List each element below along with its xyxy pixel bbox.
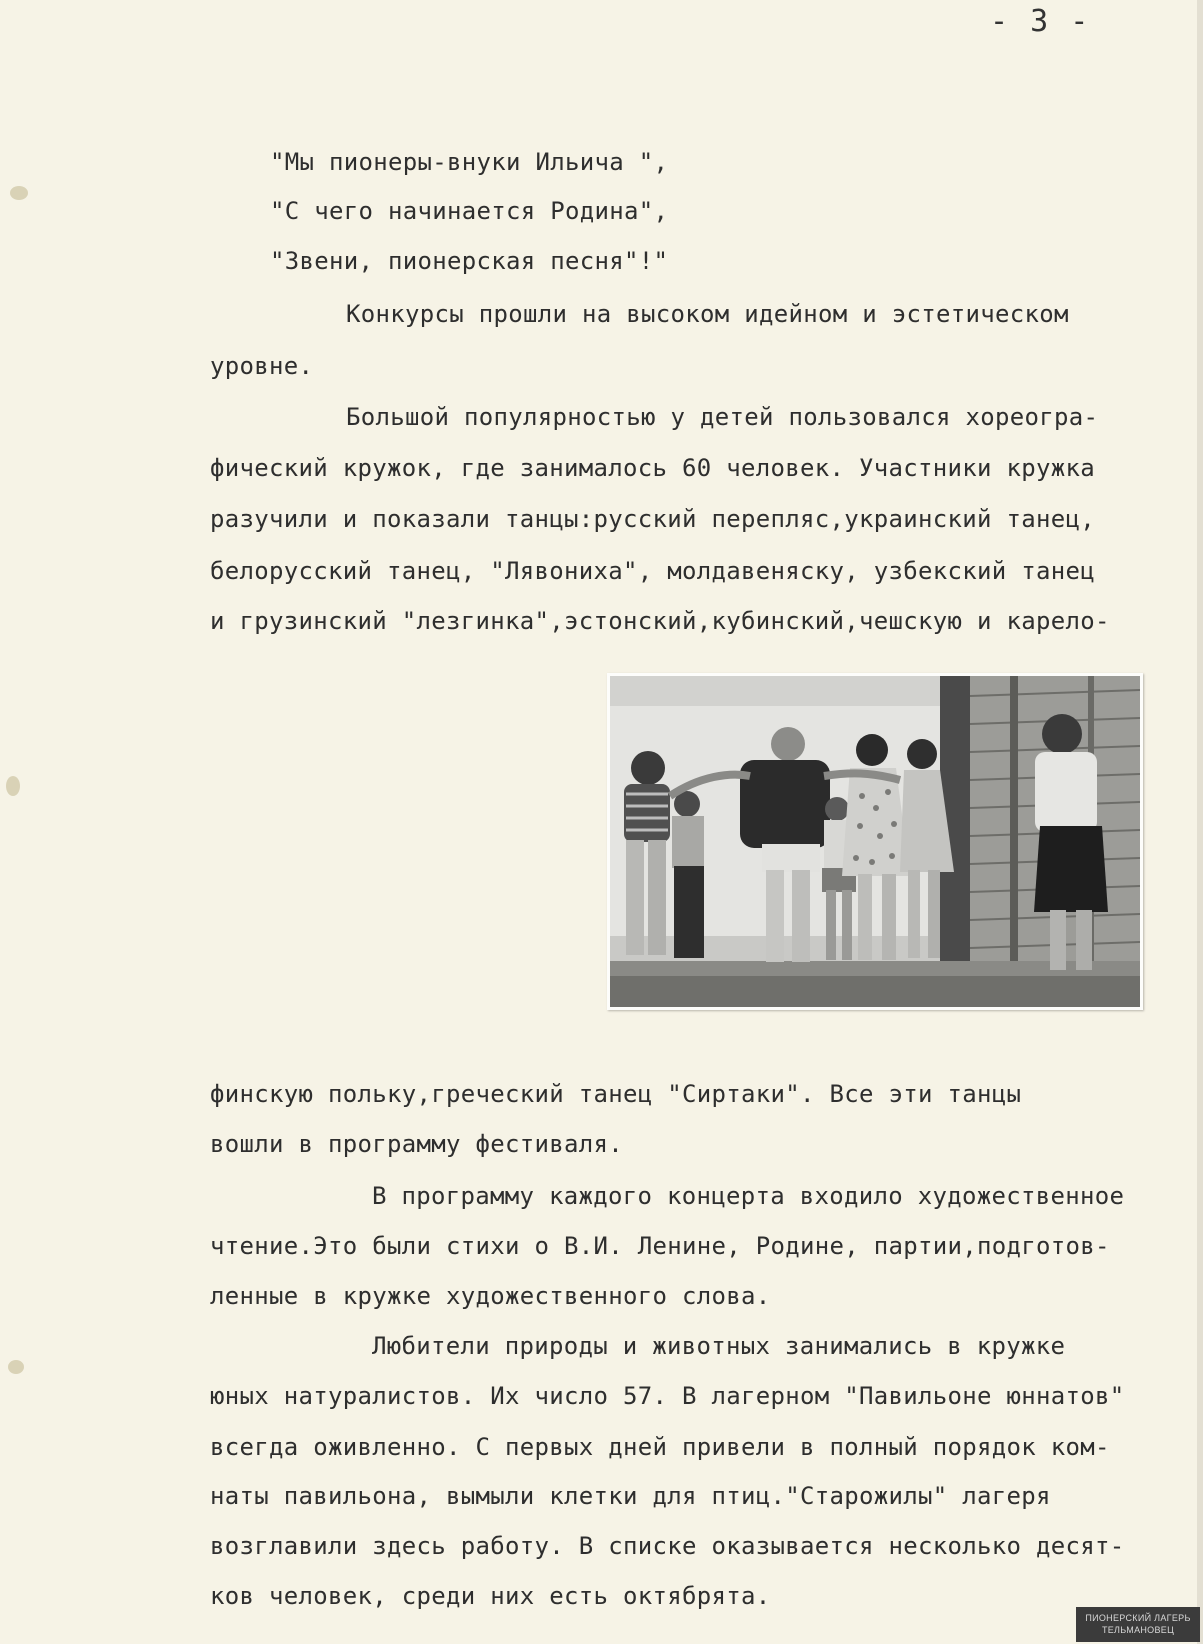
text-line: возглавили здесь работу. В списке оказывается несколько десят- xyxy=(210,1532,1125,1560)
text-line: "Мы пионеры-внуки Ильича ", xyxy=(270,148,669,176)
text-line: и грузинский "лезгинка",эстонский,кубинский,чешскую и карело- xyxy=(210,607,1110,635)
text-line: "Звени, пионерская песня"!" xyxy=(270,247,669,275)
text-line: белорусский танец, "Лявониха", молдавеняску, узбекский танец xyxy=(210,557,1095,585)
stamp-line-1: ПИОНЕРСКИЙ ЛАГЕРЬ xyxy=(1085,1613,1191,1623)
photo-image xyxy=(610,676,1140,1007)
text-line: фический кружок, где занималось 60 человек. Участники кружка xyxy=(210,454,1095,482)
text-line: юных натуралистов. Их число 57. В лагерном "Павильоне юннатов" xyxy=(210,1382,1125,1410)
text-line: наты павильона, вымыли клетки для птиц."Старожилы" лагеря xyxy=(210,1482,1051,1510)
photograph-dancers xyxy=(607,673,1143,1010)
stamp-line-2: ТЕЛЬМАНОВЕЦ xyxy=(1101,1625,1175,1635)
text-line: финскую польку,греческий танец "Сиртаки". Все эти танцы xyxy=(210,1080,1022,1108)
text-line: Большой популярностью у детей пользовался хореогра- xyxy=(346,403,1099,431)
text-line: всегда оживленно. С первых дней привели в полный порядок ком- xyxy=(210,1433,1110,1461)
text-line: уровне. xyxy=(210,352,314,380)
text-line: Любители природы и животных занимались в кружке xyxy=(372,1332,1066,1360)
text-line: ков человек, среди них есть октябрята. xyxy=(210,1582,771,1610)
page-edge-shadow xyxy=(1197,0,1203,1644)
text-line: Конкурсы прошли на высоком идейном и эстетическом xyxy=(346,300,1069,328)
text-line: В программу каждого концерта входило художественное xyxy=(372,1182,1125,1210)
text-line: "С чего начинается Родина", xyxy=(270,197,669,225)
page-number: - 3 - xyxy=(990,4,1091,39)
text-line: вошли в программу фестиваля. xyxy=(210,1130,623,1158)
text-line: чтение.Это были стихи о В.И. Ленине, Родине, партии,подготов- xyxy=(210,1232,1110,1260)
archive-stamp xyxy=(1076,1607,1200,1642)
text-line: ленные в кружке художественного слова. xyxy=(210,1282,771,1310)
text-line: разучили и показали танцы:русский перепляс,украинский танец, xyxy=(210,505,1095,533)
